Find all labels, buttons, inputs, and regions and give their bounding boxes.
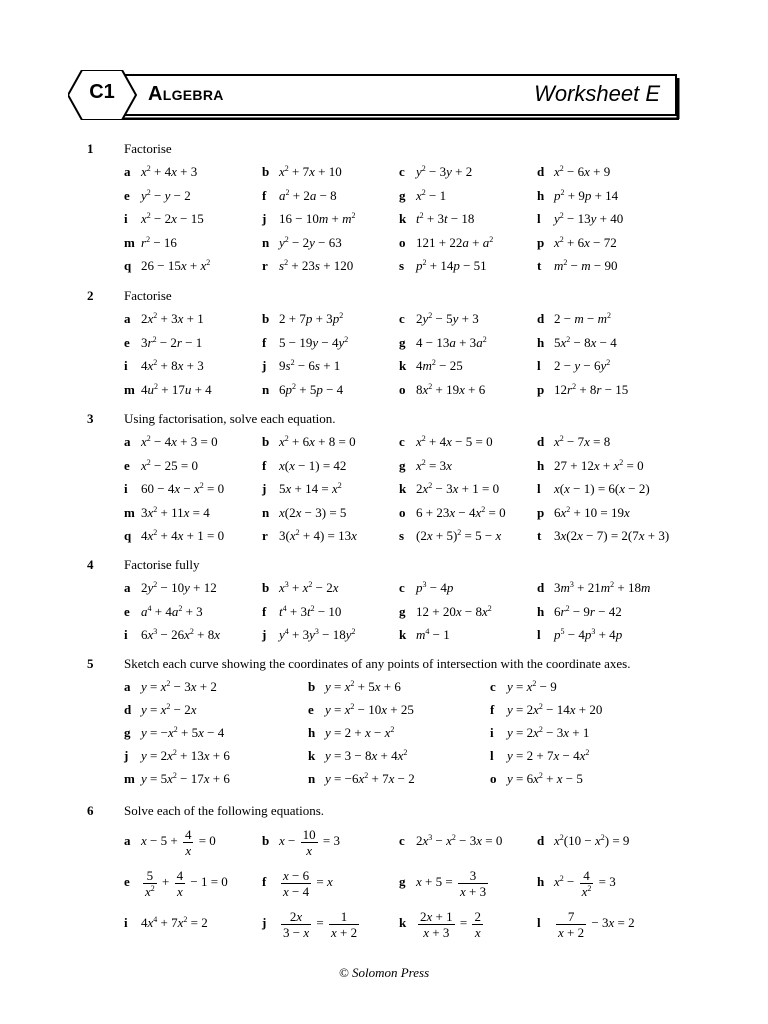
part-label: i	[124, 211, 128, 226]
part-label: k	[399, 211, 407, 226]
part-label: s	[399, 258, 405, 273]
math-expression: $9s^2 - 6s + 1$	[279, 358, 341, 373]
part-label: g	[399, 187, 406, 203]
part-label: l	[537, 481, 541, 496]
part-label: h	[537, 603, 545, 619]
math-expression: $x^2 - 4x + 3 = 0$	[141, 434, 218, 449]
math-expression: $y = x^2 + 5x + 6$	[325, 679, 401, 694]
math-expression: $\frac{x - 6}{x - 4}$ = x	[283, 867, 333, 899]
math-expression: $121 + 22a + a^2$	[416, 234, 494, 250]
question-instruction: Factorise fully	[124, 557, 200, 572]
part-label: p	[537, 504, 545, 520]
math-expression: x + 5 = $\frac{3}{x + 3}$	[416, 867, 487, 899]
math-expression: $3(x^2 + 4) = 13x$	[279, 528, 357, 543]
math-expression: $y = 2 + 7x - 4x^2$	[507, 748, 590, 763]
part-label: k	[399, 915, 407, 930]
worksheet-header	[68, 70, 680, 120]
part-label: g	[399, 874, 406, 889]
part-label: f	[262, 334, 267, 350]
question-number: 5	[87, 656, 94, 671]
math-expression: $p^2 + 14p - 51$	[416, 258, 487, 273]
part-label: k	[308, 748, 316, 763]
part-label: c	[399, 833, 405, 848]
question-instruction: Solve each of the following equations.	[124, 803, 325, 818]
part-label: i	[124, 358, 128, 373]
math-expression: $4m^2 - 25$	[416, 358, 463, 373]
question-instruction: Factorise	[124, 141, 172, 156]
math-expression: $2x^2 + 3x + 1$	[141, 311, 204, 326]
part-label: a	[124, 580, 131, 595]
part-label: f	[262, 874, 267, 889]
math-expression: $x^2 - 25 = 0$	[141, 457, 198, 473]
part-label: k	[399, 481, 407, 496]
math-expression: $y = x^2 - 10x + 25$	[325, 702, 414, 717]
math-expression: x(x − 1) = 42	[279, 457, 347, 473]
question-number: 4	[87, 557, 94, 572]
math-expression: $y = 5x^2 - 17x + 6$	[141, 771, 230, 786]
math-expression: $5 - 19y - 4y^2$	[279, 334, 349, 350]
math-expression: x(x − 1) = 6(x − 2)	[554, 481, 650, 496]
part-label: k	[399, 627, 407, 642]
part-label: j	[262, 481, 267, 496]
math-expression: $p^2 + 9p + 14$	[554, 187, 619, 203]
part-label: d	[124, 702, 132, 717]
part-label: j	[262, 915, 267, 930]
math-expression: $2x^3 - x^2 - 3x = 0$	[416, 833, 503, 848]
part-label: a	[124, 434, 131, 449]
part-label: t	[537, 528, 542, 543]
math-expression: $5x^2 - 8x - 4$	[554, 334, 617, 350]
part-label: o	[490, 771, 497, 786]
part-label: h	[537, 187, 545, 203]
math-expression: $y^4 + 3y^3 - 18y^2$	[279, 627, 356, 642]
part-label: g	[124, 725, 131, 740]
math-expression: $r^2 - 16$	[141, 234, 177, 250]
math-expression: $y^2 - y - 2$	[141, 187, 191, 203]
question-number: 6	[87, 803, 94, 818]
math-expression: $27 + 12x + x^2 = 0$	[554, 457, 644, 473]
part-label: m	[124, 234, 135, 250]
math-expression: $m^4 - 1$	[416, 627, 450, 642]
part-label: h	[537, 874, 545, 889]
part-label: l	[490, 748, 494, 763]
math-expression: $y = 3 - 8x + 4x^2$	[325, 748, 408, 763]
math-expression: $(2x + 5)^2 = 5 - x$	[416, 528, 502, 543]
math-expression: $t^2 + 3t - 18$	[416, 211, 475, 226]
part-label: q	[124, 258, 132, 273]
math-expression: $\frac{2x}{3 - x}$ = $\frac{1}{x + 2}$	[283, 908, 358, 940]
math-expression: $a^2 + 2a - 8$	[279, 187, 337, 203]
part-label: e	[124, 457, 130, 473]
part-label: j	[262, 358, 267, 373]
part-label: n	[262, 234, 270, 250]
math-expression: $4 - 13a + 3a^2$	[416, 334, 487, 350]
part-label: b	[262, 164, 270, 179]
math-expression: $p^3 - 4p$	[416, 580, 454, 595]
math-expression: $4x^4 + 7x^2 = 2$	[141, 915, 208, 930]
part-label: h	[537, 457, 545, 473]
math-expression: $y = x^2 - 2x$	[141, 702, 197, 717]
part-label: r	[262, 258, 268, 273]
math-expression: $2 + 7p + 3p^2$	[279, 311, 344, 326]
math-expression: $x^2 = 3x$	[416, 457, 452, 473]
part-label: f	[262, 457, 267, 473]
part-label: b	[262, 580, 270, 595]
math-expression: $12r^2 + 8r - 15$	[554, 381, 629, 397]
math-expression: $x^3 + x^2 - 2x$	[279, 580, 339, 595]
part-label: m	[124, 771, 135, 786]
part-label: d	[537, 311, 545, 326]
math-expression: $3x^2 + 11x = 4$	[141, 504, 210, 520]
math-expression: $4x^2 + 8x + 3$	[141, 358, 204, 373]
topic-title: Algebra	[148, 83, 224, 105]
part-label: l	[537, 358, 541, 373]
math-expression: $x^2 + 7x + 10$	[279, 164, 342, 179]
math-expression: $x^2 - 6x + 9$	[554, 164, 611, 179]
math-expression: $6r^2 - 9r - 42$	[554, 603, 622, 619]
part-label: a	[124, 164, 131, 179]
part-label: e	[308, 702, 314, 717]
part-label: r	[262, 528, 268, 543]
math-expression: $x^2 + 4x - 5 = 0$	[416, 434, 493, 449]
part-label: l	[537, 211, 541, 226]
math-expression: $x^2 - 7x = 8$	[554, 434, 611, 449]
math-expression: $x^2 - 1$	[416, 187, 447, 203]
math-expression: x − $\frac{10}{x}$ = 3	[279, 826, 340, 858]
math-expression: $m^2 - m - 90$	[554, 258, 618, 273]
math-expression: $x^2 - 2x - 15$	[141, 211, 204, 226]
part-label: h	[308, 725, 316, 740]
math-expression: $2 - m - m^2$	[554, 311, 611, 326]
part-label: c	[399, 580, 405, 595]
part-label: i	[490, 725, 494, 740]
part-label: n	[308, 771, 316, 786]
part-label: a	[124, 679, 131, 694]
part-label: g	[399, 334, 406, 350]
part-label: n	[262, 504, 270, 520]
part-label: b	[262, 434, 270, 449]
math-expression: $y = -x^2 + 5x - 4$	[141, 725, 225, 740]
part-label: f	[262, 187, 267, 203]
math-expression: $y = 2x^2 + 13x + 6$	[141, 748, 230, 763]
math-expression: $12 + 20x - 8x^2$	[416, 603, 492, 619]
part-label: e	[124, 874, 130, 889]
part-label: s	[399, 528, 405, 543]
part-label: l	[537, 627, 541, 642]
math-expression: $2y^2 - 10y + 12$	[141, 580, 217, 595]
math-expression: $\frac{7}{x + 2}$ − 3x = 2	[558, 908, 635, 940]
math-expression: $4x^2 + 4x + 1 = 0$	[141, 528, 225, 543]
math-expression: $6p^2 + 5p - 4$	[279, 381, 344, 397]
math-expression: $y = x^2 - 3x + 2$	[141, 679, 217, 694]
part-label: o	[399, 381, 406, 397]
part-label: p	[537, 381, 545, 397]
math-expression: $x^2 + 6x + 8 = 0$	[279, 434, 356, 449]
question-number: 2	[87, 288, 94, 303]
part-label: j	[124, 748, 129, 763]
math-expression: $x^2 + 4x + 3$	[141, 164, 198, 179]
part-label: e	[124, 603, 130, 619]
math-expression: $3r^2 - 2r - 1$	[141, 334, 203, 350]
math-expression: $y^2 - 3y + 2$	[416, 164, 473, 179]
part-label: m	[124, 504, 135, 520]
math-expression: $2y^2 - 5y + 3$	[416, 311, 479, 326]
part-label: g	[399, 603, 406, 619]
part-label: d	[537, 580, 545, 595]
math-expression: x − 5 + $\frac{4}{x}$ = 0	[141, 826, 216, 858]
math-expression: $x^2 + 6x - 72$	[554, 234, 617, 250]
question-number: 3	[87, 411, 94, 426]
part-label: b	[262, 833, 270, 848]
math-expression: $6 + 23x - 4x^2 = 0$	[416, 504, 506, 520]
question-instruction: Factorise	[124, 288, 172, 303]
math-expression: $y^2 - 13y + 40$	[554, 211, 624, 226]
part-label: i	[124, 915, 128, 930]
part-label: o	[399, 504, 406, 520]
part-label: j	[262, 627, 267, 642]
part-label: c	[399, 434, 405, 449]
part-label: d	[537, 164, 545, 179]
part-label: p	[537, 234, 545, 250]
question-instruction: Sketch each curve showing the coordinates of any points of intersection with the coordinate axes.	[124, 656, 631, 671]
worksheet-title: Worksheet E	[534, 81, 660, 106]
part-label: c	[399, 311, 405, 326]
part-label: m	[124, 381, 135, 397]
math-expression: $p^5 - 4p^3 + 4p$	[554, 627, 623, 642]
part-label: a	[124, 833, 131, 848]
part-label: b	[308, 679, 316, 694]
math-expression: $a^4 + 4a^2 + 3$	[141, 603, 203, 619]
part-label: q	[124, 528, 132, 543]
math-expression: $60 - 4x - x^2 = 0$	[141, 481, 225, 496]
part-label: b	[262, 311, 270, 326]
part-label: n	[262, 381, 270, 397]
part-label: i	[124, 627, 128, 642]
math-expression: $s^2 + 23s + 120$	[279, 258, 354, 273]
math-expression: $\frac{5}{x^2}$ + $\frac{4}{x}$ − 1 = 0	[145, 867, 228, 899]
math-expression: $y = 2 + x - x^2$	[325, 725, 395, 740]
part-label: t	[537, 258, 542, 273]
question-number: 1	[87, 141, 94, 156]
math-expression: x(2x − 3) = 5	[279, 504, 347, 520]
math-expression: $y^2 - 2y - 63$	[279, 234, 342, 250]
part-label: d	[537, 833, 545, 848]
math-expression: $t^4 + 3t^2 - 10$	[279, 603, 342, 619]
copyright-footer: © Solomon Press	[338, 965, 430, 980]
math-expression: $3m^3 + 21m^2 + 18m$	[554, 580, 651, 595]
part-label: o	[399, 234, 406, 250]
part-label: f	[490, 702, 495, 717]
math-expression: $8x^2 + 19x + 6$	[416, 381, 486, 397]
math-expression: $y = 2x^2 - 14x + 20$	[507, 702, 603, 717]
part-label: k	[399, 358, 407, 373]
part-label: f	[262, 603, 267, 619]
math-expression: $6x^2 + 10 = 19x$	[554, 504, 630, 520]
part-label: a	[124, 311, 131, 326]
math-expression: $5x + 14 = x^2$	[279, 481, 342, 496]
math-expression: $2 - y - 6y^2$	[554, 358, 611, 373]
part-label: c	[490, 679, 496, 694]
unit-code: C1	[89, 81, 115, 103]
part-label: j	[262, 211, 267, 226]
part-label: h	[537, 334, 545, 350]
part-label: l	[537, 915, 541, 930]
math-expression: $4u^2 + 17u + 4$	[141, 381, 212, 397]
math-expression: 3x(2x − 7) = 2(7x + 3)	[554, 528, 670, 543]
part-label: e	[124, 334, 130, 350]
math-expression: $y = 2x^2 - 3x + 1$	[507, 725, 590, 740]
math-expression: $x^2$ − $\frac{4}{x^2}$ = 3	[554, 867, 616, 899]
part-label: i	[124, 481, 128, 496]
math-expression: $16 - 10m + m^2$	[279, 211, 356, 226]
part-label: c	[399, 164, 405, 179]
part-label: d	[537, 434, 545, 449]
math-expression: $\frac{2x + 1}{x + 3}$ = $\frac{2}{x}$	[420, 908, 481, 940]
question-instruction: Using factorisation, solve each equation.	[124, 411, 336, 426]
math-expression: $x^2(10 - x^2) = 9$	[554, 833, 630, 848]
math-expression: $6x^3 - 26x^2 + 8x$	[141, 627, 221, 642]
math-expression: $2x^2 - 3x + 1 = 0$	[416, 481, 500, 496]
math-expression: $y = 6x^2 + x - 5$	[507, 771, 583, 786]
part-label: e	[124, 187, 130, 203]
math-expression: $y = x^2 - 9$	[507, 679, 557, 694]
math-expression: $26 - 15x + x^2$	[141, 258, 211, 273]
math-expression: $y = -6x^2 + 7x - 2$	[325, 771, 415, 786]
part-label: g	[399, 457, 406, 473]
